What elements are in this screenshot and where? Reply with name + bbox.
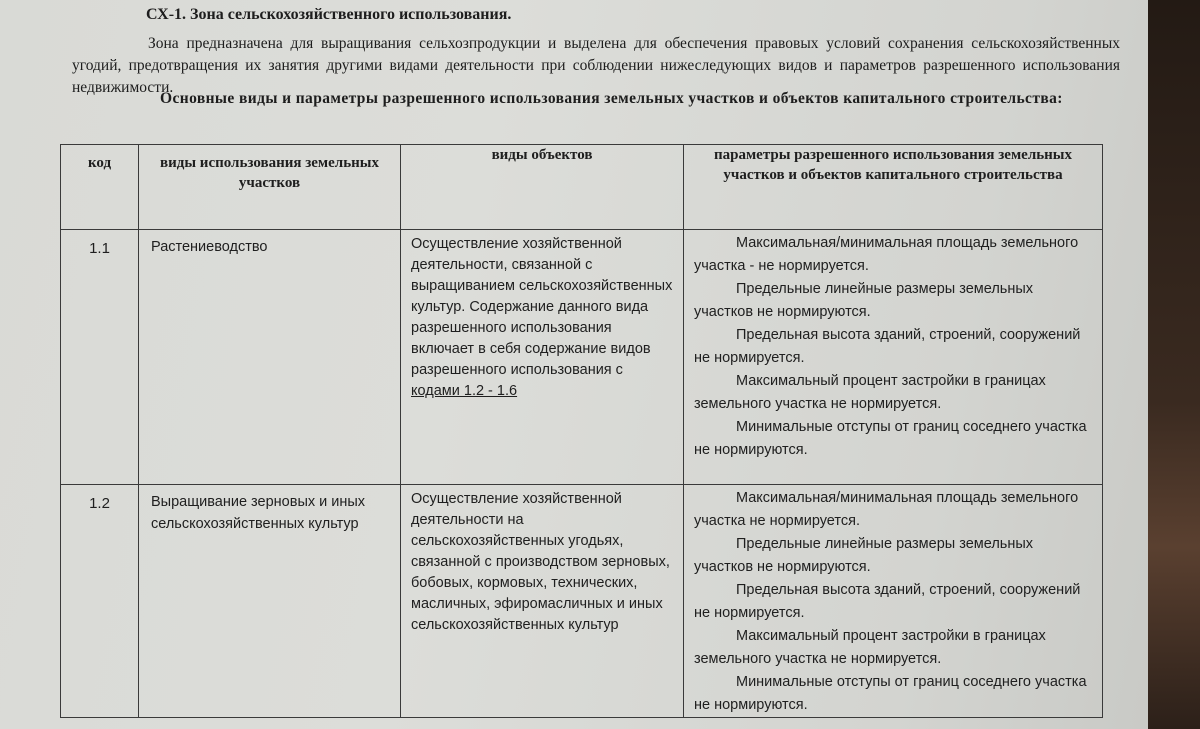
row-land-use: Растениеводство (139, 230, 401, 485)
row-objects: Осуществление хозяйственной деятельности на сельскохозяйственных угодьях, связанной с производством зерновых, бобовых, кормовых, технических, масличных, эфиромасличных и иных сельскохозяйственных культур (401, 485, 684, 718)
param-height: Предельная высота зданий, строений, сооружений не нормируется. (694, 582, 1081, 621)
header-land-use: виды использования земельных участков (139, 145, 401, 230)
row-objects (401, 230, 684, 485)
param-build-percent: Максимальный процент застройки в границах земельного участка не нормируется. (694, 373, 1046, 412)
table-row (61, 485, 1103, 718)
row-code: 1.2 (61, 485, 139, 718)
intro-paragraph: Зона предназначена для выращивания сельхозпродукции и выделена для обеспечения правовых условий сохранения сельскохозяйственных угодий, предотвращения их занятия другими видами деятельности при соблюдении нижеследующих видов и параметров разрешенного использования недвижимости. (72, 35, 1120, 96)
codes-link[interactable]: кодами 1.2 - 1.6 (411, 383, 518, 399)
header-params: параметры разрешенного использования земельных участков и объектов капитального строительства (684, 145, 1103, 230)
table-row (61, 230, 1103, 485)
row-land-use: Выращивание зерновых и иных сельскохозяйственных культур (139, 485, 401, 718)
param-linear-size: Предельные линейные размеры земельных участков не нормируются. (694, 281, 1034, 320)
header-code: код (61, 145, 139, 230)
table-header-row (61, 145, 1103, 230)
param-area: Максимальная/минимальная площадь земельного участка не нормируется. (694, 490, 1079, 529)
param-setbacks: Минимальные отступы от границ соседнего участка не нормируются. (694, 419, 1087, 458)
row-code: 1.1 (61, 230, 139, 485)
zone-title: СХ-1. Зона сельскохозяйственного использования. (146, 6, 512, 23)
row-objects-text: Осуществление хозяйственной деятельности, связанной с выращиванием сельскохозяйственных культур. Содержание данного вида разрешенного использования включает в себя содержание видов разрешенного использования с (411, 236, 673, 378)
param-linear-size: Предельные линейные размеры земельных участков не нормируются. (694, 536, 1034, 575)
param-build-percent: Максимальный процент застройки в границах земельного участка не нормируется. (694, 628, 1046, 667)
background-edge (1148, 0, 1200, 729)
header-objects: виды объектов (401, 145, 684, 230)
row-params (684, 485, 1103, 718)
row-params (684, 230, 1103, 485)
param-height: Предельная высота зданий, строений, сооружений не нормируется. (694, 327, 1081, 366)
param-setbacks: Минимальные отступы от границ соседнего участка не нормируются. (694, 674, 1087, 713)
param-area: Максимальная/минимальная площадь земельного участка - не нормируется. (694, 235, 1079, 274)
main-kinds-heading: Основные виды и параметры разрешенного использования земельных участков и объектов капитального строительства: (160, 90, 1063, 107)
land-use-table (60, 144, 1103, 718)
